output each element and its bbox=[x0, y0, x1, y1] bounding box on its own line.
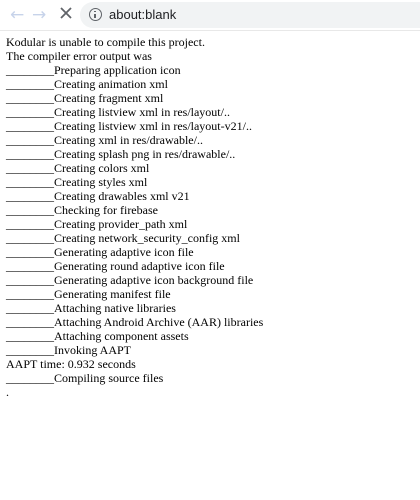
forward-arrow-icon[interactable]: → bbox=[32, 5, 47, 25]
output-line: ________Creating animation xml bbox=[6, 77, 168, 91]
output-line: ________Creating xml in res/drawable/.. bbox=[6, 133, 203, 147]
output-line: ________Creating listview xml in res/layout/.. bbox=[6, 105, 230, 119]
output-line: Kodular is unable to compile this project. bbox=[6, 35, 205, 49]
address-bar[interactable] bbox=[80, 2, 420, 28]
output-line: ________Attaching component assets bbox=[6, 329, 189, 343]
output-line: AAPT time: 0.932 seconds bbox=[6, 357, 136, 371]
output-line: ________Compiling source files bbox=[6, 371, 164, 385]
output-line: ________Creating fragment xml bbox=[6, 91, 164, 105]
output-line: ________Creating network_security_config xml bbox=[6, 231, 240, 245]
close-icon[interactable] bbox=[58, 5, 74, 21]
output-line: ________Generating adaptive icon file bbox=[6, 245, 194, 259]
output-line: ________Checking for firebase bbox=[6, 203, 158, 217]
output-line: ________Preparing application icon bbox=[6, 63, 181, 77]
output-line: ________Attaching native libraries bbox=[6, 301, 176, 315]
output-line: ________Generating round adaptive icon file bbox=[6, 259, 225, 273]
output-line: ________Invoking AAPT bbox=[6, 343, 132, 357]
output-line: ________Creating styles xml bbox=[6, 175, 148, 189]
output-line: ________Creating listview xml in res/layout-v21/.. bbox=[6, 119, 252, 133]
output-line: ________Creating provider_path xml bbox=[6, 217, 188, 231]
compiler-output bbox=[6, 35, 416, 399]
output-line: The compiler error output was bbox=[6, 49, 152, 63]
info-icon[interactable] bbox=[89, 8, 102, 21]
output-line: . bbox=[6, 385, 9, 399]
browser-toolbar bbox=[0, 0, 420, 31]
output-line: ________Attaching Android Archive (AAR) libraries bbox=[6, 315, 264, 329]
output-line: ________Generating adaptive icon background file bbox=[6, 273, 254, 287]
output-line: ________Generating manifest file bbox=[6, 287, 171, 301]
output-line: ________Creating drawables xml v21 bbox=[6, 189, 190, 203]
output-line: ________Creating colors xml bbox=[6, 161, 150, 175]
back-arrow-icon[interactable]: ← bbox=[10, 5, 25, 25]
output-line: ________Creating splash png in res/drawable/.. bbox=[6, 147, 236, 161]
address-text[interactable]: about:blank bbox=[109, 7, 177, 22]
